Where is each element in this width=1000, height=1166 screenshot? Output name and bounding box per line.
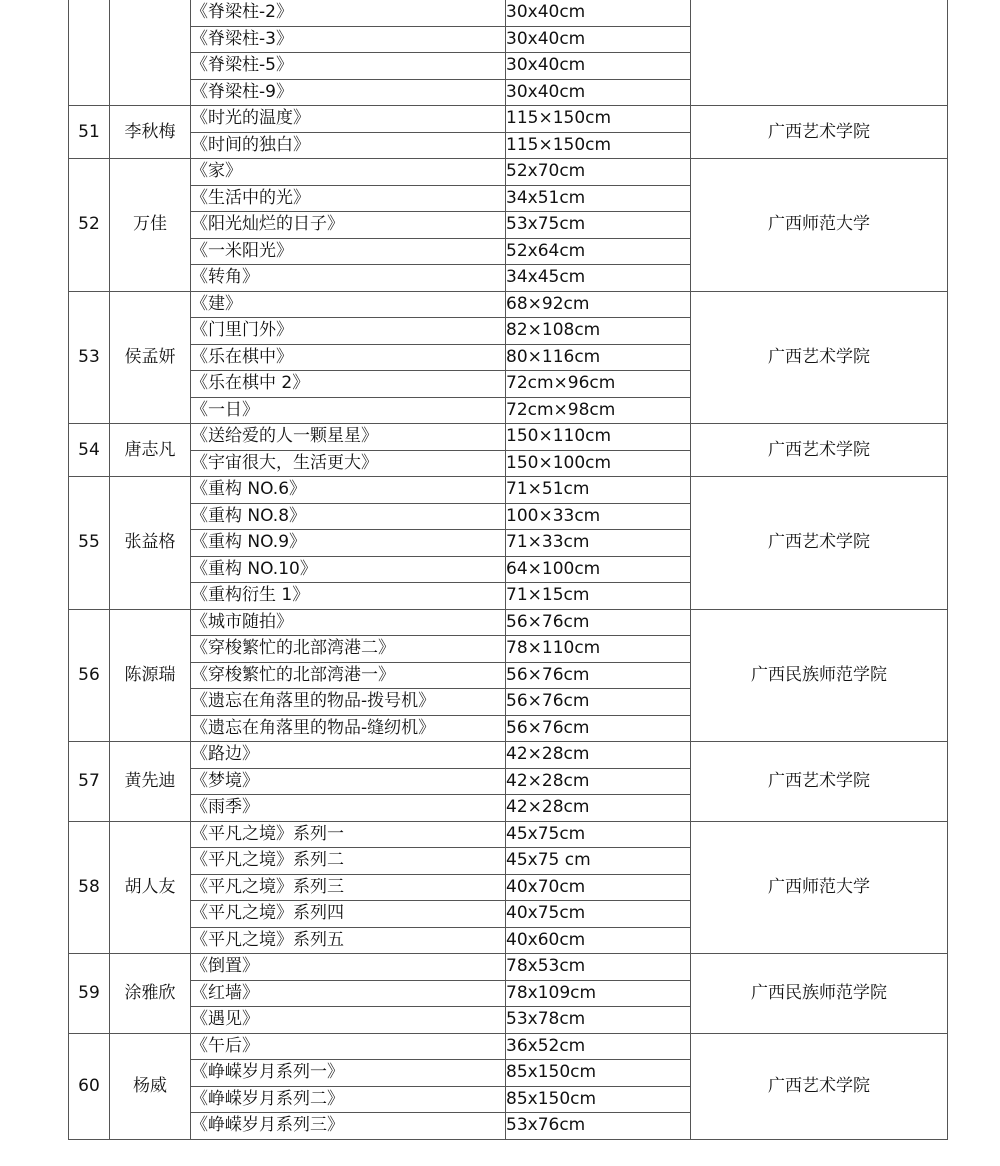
institution: 广西艺术学院: [691, 106, 948, 159]
work-title: 《红墙》: [191, 980, 506, 1007]
artist-name: 张益格: [110, 477, 191, 610]
work-size: 68×92cm: [506, 291, 691, 318]
work-size: 40x70cm: [506, 874, 691, 901]
work-title: 《建》: [191, 291, 506, 318]
artist-name: 李秋梅: [110, 106, 191, 159]
work-size: 42×28cm: [506, 768, 691, 795]
institution: 广西艺术学院: [691, 477, 948, 610]
work-title: 《阳光灿烂的日子》: [191, 212, 506, 239]
work-size: 82×108cm: [506, 318, 691, 345]
work-size: 56×76cm: [506, 715, 691, 742]
work-size: 56×76cm: [506, 689, 691, 716]
work-title: 《城市随拍》: [191, 609, 506, 636]
work-size: 53x78cm: [506, 1007, 691, 1034]
work-size: 53x76cm: [506, 1113, 691, 1140]
work-title: 《遇见》: [191, 1007, 506, 1034]
work-size: 72cm×96cm: [506, 371, 691, 398]
work-title: 《峥嵘岁月系列一》: [191, 1060, 506, 1087]
table-row: [69, 954, 948, 981]
entry-number: [69, 0, 110, 106]
entry-number: 56: [69, 609, 110, 742]
work-title: 《时间的独白》: [191, 132, 506, 159]
work-size: 100×33cm: [506, 503, 691, 530]
work-size: 40x60cm: [506, 927, 691, 954]
entry-number: 59: [69, 954, 110, 1034]
entry-number: 54: [69, 424, 110, 477]
entry-number: 55: [69, 477, 110, 610]
work-size: 150×100cm: [506, 450, 691, 477]
work-size: 72cm×98cm: [506, 397, 691, 424]
work-title: 《送给爱的人一颗星星》: [191, 424, 506, 451]
work-size: 64×100cm: [506, 556, 691, 583]
work-title: 《转角》: [191, 265, 506, 292]
work-size: 36x52cm: [506, 1033, 691, 1060]
artworks-table: [68, 0, 948, 1140]
table-row: [69, 106, 948, 133]
table-row: [69, 742, 948, 769]
work-size: 71×51cm: [506, 477, 691, 504]
institution: 广西艺术学院: [691, 291, 948, 424]
entry-number: 51: [69, 106, 110, 159]
work-size: 71×15cm: [506, 583, 691, 610]
artist-name: 胡人友: [110, 821, 191, 954]
work-size: 78×110cm: [506, 636, 691, 663]
work-size: 40x75cm: [506, 901, 691, 928]
work-size: 78x53cm: [506, 954, 691, 981]
work-title: 《门里门外》: [191, 318, 506, 345]
entry-number: 53: [69, 291, 110, 424]
work-title: 《穿梭繁忙的北部湾港二》: [191, 636, 506, 663]
institution: 广西师范大学: [691, 159, 948, 292]
work-title: 《一米阳光》: [191, 238, 506, 265]
work-size: 78x109cm: [506, 980, 691, 1007]
work-size: 115×150cm: [506, 132, 691, 159]
work-size: 45x75 cm: [506, 848, 691, 875]
artist-name: 唐志凡: [110, 424, 191, 477]
work-title: 《重构 NO.9》: [191, 530, 506, 557]
work-title: 《乐在棋中》: [191, 344, 506, 371]
entry-number: 60: [69, 1033, 110, 1139]
work-title: 《脊梁柱-2》: [191, 0, 506, 26]
institution: 广西艺术学院: [691, 424, 948, 477]
work-size: 71×33cm: [506, 530, 691, 557]
work-size: 34x51cm: [506, 185, 691, 212]
work-size: 42×28cm: [506, 795, 691, 822]
work-title: 《遗忘在角落里的物品-拨号机》: [191, 689, 506, 716]
work-size: 52x70cm: [506, 159, 691, 186]
artist-name: 黄先迪: [110, 742, 191, 822]
work-title: 《生活中的光》: [191, 185, 506, 212]
work-title: 《脊梁柱-3》: [191, 26, 506, 53]
work-title: 《宇宙很大，生活更大》: [191, 450, 506, 477]
entry-number: 57: [69, 742, 110, 822]
work-size: 56×76cm: [506, 662, 691, 689]
table-row: [69, 477, 948, 504]
work-title: 《重构 NO.6》: [191, 477, 506, 504]
table-row: [69, 1033, 948, 1060]
artist-name: 涂雅欣: [110, 954, 191, 1034]
table-row: [69, 609, 948, 636]
work-title: 《雨季》: [191, 795, 506, 822]
work-title: 《平凡之境》系列四: [191, 901, 506, 928]
work-size: 45x75cm: [506, 821, 691, 848]
work-title: 《峥嵘岁月系列三》: [191, 1113, 506, 1140]
table-row: [69, 821, 948, 848]
institution: 广西艺术学院: [691, 1033, 948, 1139]
entry-number: 58: [69, 821, 110, 954]
work-title: 《倒置》: [191, 954, 506, 981]
work-size: 30x40cm: [506, 26, 691, 53]
work-title: 《重构 NO.8》: [191, 503, 506, 530]
entry-number: 52: [69, 159, 110, 292]
work-size: 56×76cm: [506, 609, 691, 636]
work-title: 《平凡之境》系列五: [191, 927, 506, 954]
work-size: 53x75cm: [506, 212, 691, 239]
work-title: 《家》: [191, 159, 506, 186]
work-title: 《乐在棋中 2》: [191, 371, 506, 398]
institution: [691, 0, 948, 106]
work-size: 30x40cm: [506, 53, 691, 80]
work-title: 《一日》: [191, 397, 506, 424]
institution: 广西艺术学院: [691, 742, 948, 822]
work-title: 《脊梁柱-5》: [191, 53, 506, 80]
work-size: 30x40cm: [506, 79, 691, 106]
work-size: 30x40cm: [506, 0, 691, 26]
artist-name: 侯孟妍: [110, 291, 191, 424]
work-title: 《平凡之境》系列三: [191, 874, 506, 901]
work-title: 《重构衍生 1》: [191, 583, 506, 610]
table-row: [69, 0, 948, 26]
artist-name: 杨威: [110, 1033, 191, 1139]
table-row: [69, 291, 948, 318]
table-row: [69, 424, 948, 451]
institution: 广西民族师范学院: [691, 954, 948, 1034]
work-title: 《遗忘在角落里的物品-缝纫机》: [191, 715, 506, 742]
work-size: 42×28cm: [506, 742, 691, 769]
work-title: 《午后》: [191, 1033, 506, 1060]
work-title: 《穿梭繁忙的北部湾港一》: [191, 662, 506, 689]
work-title: 《脊梁柱-9》: [191, 79, 506, 106]
artist-name: 陈源瑞: [110, 609, 191, 742]
work-size: 85x150cm: [506, 1060, 691, 1087]
work-size: 80×116cm: [506, 344, 691, 371]
artist-name: 万佳: [110, 159, 191, 292]
institution: 广西师范大学: [691, 821, 948, 954]
work-title: 《峥嵘岁月系列二》: [191, 1086, 506, 1113]
work-title: 《路边》: [191, 742, 506, 769]
work-size: 85x150cm: [506, 1086, 691, 1113]
artworks-table-body: [69, 0, 948, 1139]
work-title: 《时光的温度》: [191, 106, 506, 133]
work-size: 115×150cm: [506, 106, 691, 133]
work-size: 34x45cm: [506, 265, 691, 292]
artist-name: [110, 0, 191, 106]
work-title: 《平凡之境》系列二: [191, 848, 506, 875]
work-title: 《平凡之境》系列一: [191, 821, 506, 848]
work-size: 150×110cm: [506, 424, 691, 451]
table-row: [69, 159, 948, 186]
work-size: 52x64cm: [506, 238, 691, 265]
institution: 广西民族师范学院: [691, 609, 948, 742]
work-title: 《梦境》: [191, 768, 506, 795]
work-title: 《重构 NO.10》: [191, 556, 506, 583]
